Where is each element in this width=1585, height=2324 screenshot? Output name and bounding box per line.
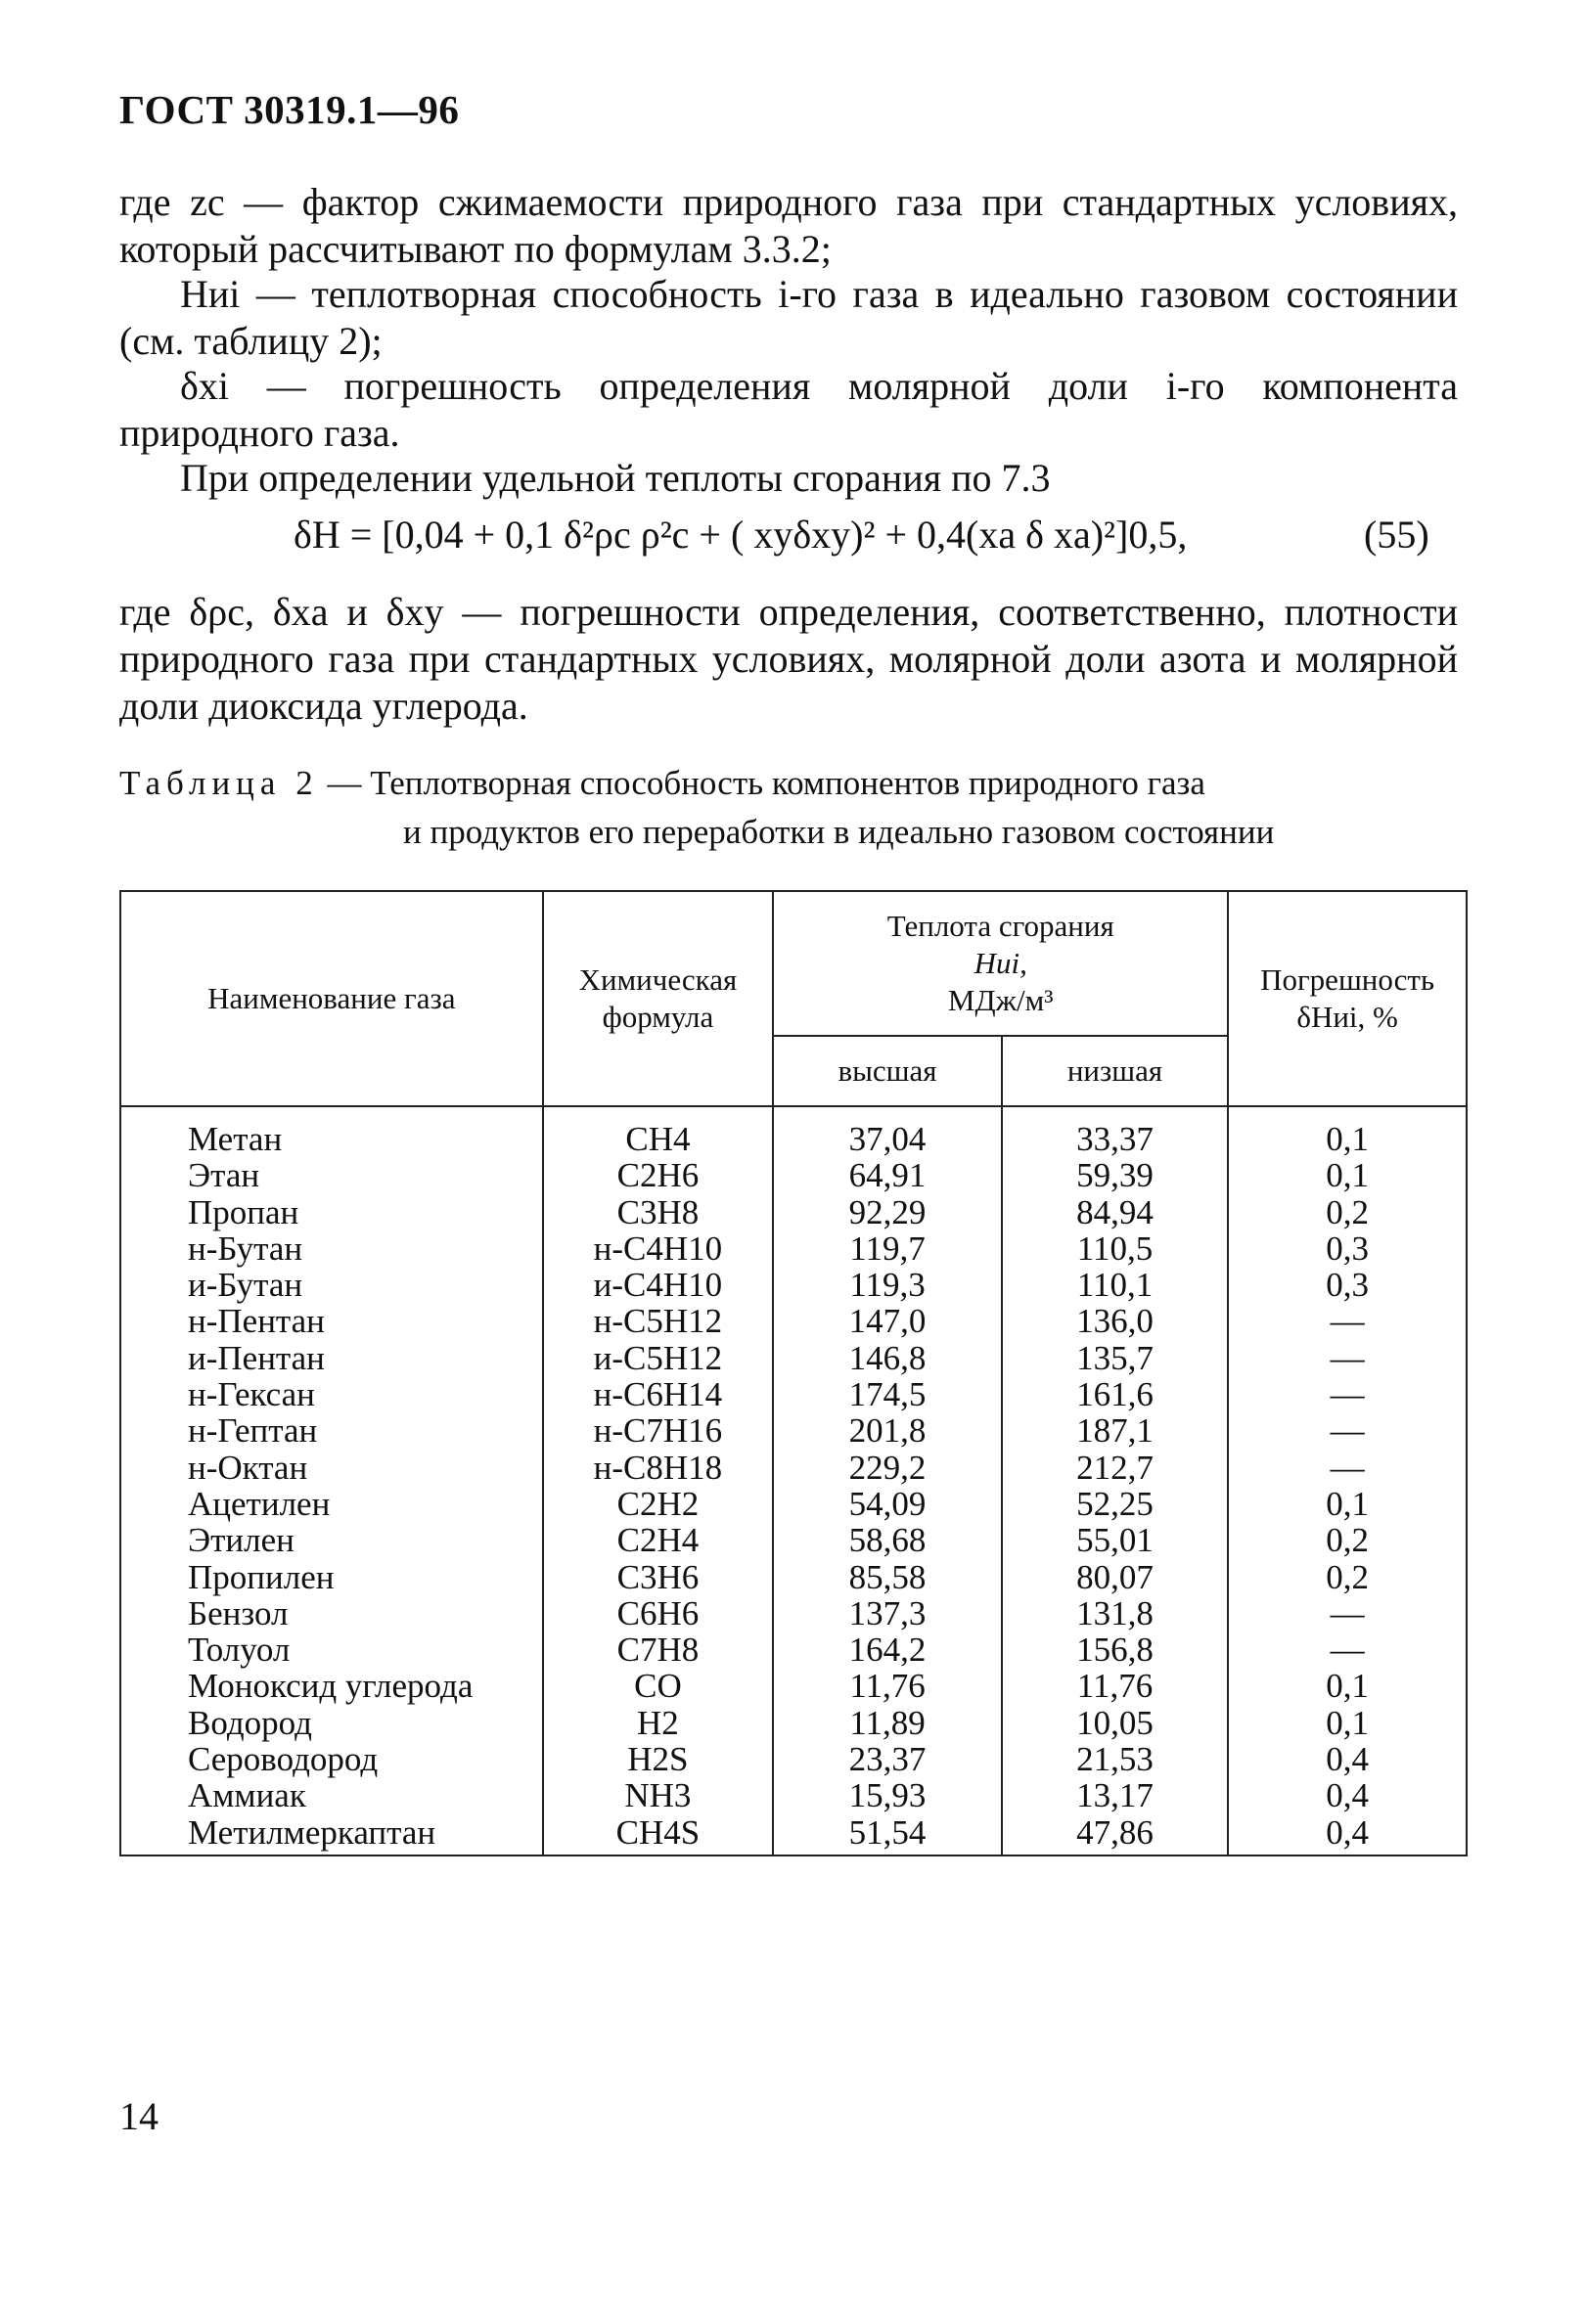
- table-row: [120, 1157, 1467, 1193]
- cell-lower: 187,1: [1002, 1412, 1228, 1449]
- table-caption-line1: — Теплотворная способность компонентов природного газа: [318, 764, 1205, 802]
- cell-gas-name: Бензол: [120, 1595, 543, 1631]
- cell-lower: 59,39: [1002, 1157, 1228, 1193]
- header-heat-symbol: Hиi,: [974, 946, 1027, 980]
- table-caption-label: Таблица 2: [119, 764, 319, 802]
- table-row: [120, 1412, 1467, 1449]
- cell-lower: 212,7: [1002, 1450, 1228, 1486]
- cell-lower: 84,94: [1002, 1194, 1228, 1230]
- cell-higher: 37,04: [773, 1106, 1001, 1157]
- cell-lower: 21,53: [1002, 1741, 1228, 1777]
- page-number: 14: [119, 2094, 158, 2138]
- cell-gas-name: Пропилен: [120, 1559, 543, 1595]
- cell-error: —: [1228, 1450, 1467, 1486]
- cell-higher: 229,2: [773, 1450, 1001, 1486]
- paragraph-zc: где zc — фактор сжимаемости природного газа при стандартных условиях, который рассчитывают по формулам 3.3.2;: [119, 180, 1458, 271]
- header-error-symbol: δHиi, %: [1296, 1000, 1398, 1034]
- cell-gas-name: Толуол: [120, 1631, 543, 1668]
- table-caption: [119, 759, 1470, 857]
- cell-lower: 33,37: [1002, 1106, 1228, 1157]
- cell-error: 0,3: [1228, 1267, 1467, 1303]
- header-name: Наименование газа: [120, 891, 543, 1106]
- cell-gas-name: н-Гексан: [120, 1376, 543, 1412]
- cell-error: 0,3: [1228, 1230, 1467, 1267]
- header-higher: высшая: [773, 1036, 1001, 1106]
- table-caption-line2: и продуктов его переработки в идеально газовом состоянии: [403, 813, 1275, 851]
- cell-formula: CO: [543, 1668, 774, 1704]
- cell-error: 0,1: [1228, 1106, 1467, 1157]
- header-error: [1228, 891, 1467, 1106]
- cell-error: —: [1228, 1595, 1467, 1631]
- table-row: [120, 1668, 1467, 1704]
- paragraph-hui: Hиi — теплотворная способность i-го газа в идеально газовом состоянии (см. таблицу 2);: [119, 272, 1458, 363]
- cell-lower: 161,6: [1002, 1376, 1228, 1412]
- cell-formula: н-C8H18: [543, 1450, 774, 1486]
- cell-lower: 13,17: [1002, 1777, 1228, 1813]
- cell-higher: 201,8: [773, 1412, 1001, 1449]
- formula-number: (55): [1364, 513, 1429, 557]
- cell-lower: 55,01: [1002, 1522, 1228, 1558]
- cell-lower: 47,86: [1002, 1814, 1228, 1855]
- cell-formula: и-C5H12: [543, 1340, 774, 1376]
- cell-error: 0,4: [1228, 1777, 1467, 1813]
- header-heat-title: Теплота сгорания: [886, 909, 1114, 943]
- header-formula: Химическая формула: [543, 891, 774, 1106]
- cell-formula: NH3: [543, 1777, 774, 1813]
- cell-error: 0,2: [1228, 1522, 1467, 1558]
- table-row: [120, 1376, 1467, 1412]
- cell-higher: 51,54: [773, 1814, 1001, 1855]
- header-lower: низшая: [1002, 1036, 1228, 1106]
- cell-error: 0,1: [1228, 1157, 1467, 1193]
- cell-higher: 92,29: [773, 1194, 1001, 1230]
- cell-error: —: [1228, 1376, 1467, 1412]
- table-row: [120, 1777, 1467, 1813]
- table-row: [120, 1486, 1467, 1522]
- cell-lower: 10,05: [1002, 1705, 1228, 1741]
- table-row: [120, 1340, 1467, 1376]
- cell-gas-name: н-Бутан: [120, 1230, 543, 1267]
- cell-gas-name: Аммиак: [120, 1777, 543, 1813]
- cell-error: 0,2: [1228, 1194, 1467, 1230]
- paragraph-intro: При определении удельной теплоты сгорания по 7.3: [180, 456, 1051, 500]
- formula-55: δH = [0,04 + 0,1 δ²ρc ρ²c + ( xyδxy)² + 0,4(xa δ xa)²]0,5,: [294, 513, 1188, 557]
- cell-higher: 54,09: [773, 1486, 1001, 1522]
- cell-higher: 11,89: [773, 1705, 1001, 1741]
- table-row: [120, 1267, 1467, 1303]
- table-row: [120, 1705, 1467, 1741]
- cell-higher: 11,76: [773, 1668, 1001, 1704]
- cell-higher: 64,91: [773, 1157, 1001, 1193]
- cell-lower: 110,1: [1002, 1267, 1228, 1303]
- cell-lower: 110,5: [1002, 1230, 1228, 1267]
- paragraph-dxi: δxi — погрешность определения молярной доли i-го компонента природного газа.: [119, 364, 1458, 455]
- paragraph-errors: где δρc, δxa и δxy — погрешности определения, соответственно, плотности природного газа при стандартных условиях, молярной доли азота и молярной доли диоксида углерода.: [119, 590, 1458, 728]
- cell-higher: 164,2: [773, 1631, 1001, 1668]
- cell-formula: н-C5H12: [543, 1303, 774, 1339]
- cell-higher: 119,7: [773, 1230, 1001, 1267]
- cell-formula: C7H8: [543, 1631, 774, 1668]
- cell-higher: 137,3: [773, 1595, 1001, 1631]
- table-row: [120, 1814, 1467, 1855]
- cell-gas-name: Ацетилен: [120, 1486, 543, 1522]
- cell-gas-name: Метилмеркаптан: [120, 1814, 543, 1855]
- cell-formula: H2: [543, 1705, 774, 1741]
- cell-gas-name: Сероводород: [120, 1741, 543, 1777]
- table-row: [120, 1559, 1467, 1595]
- document-code: ГОСТ 30319.1—96: [119, 87, 460, 132]
- cell-higher: 147,0: [773, 1303, 1001, 1339]
- cell-lower: 131,8: [1002, 1595, 1228, 1631]
- cell-formula: C3H8: [543, 1194, 774, 1230]
- table-row: [120, 1522, 1467, 1558]
- table-row: [120, 1303, 1467, 1339]
- cell-lower: 52,25: [1002, 1486, 1228, 1522]
- cell-formula: C2H2: [543, 1486, 774, 1522]
- cell-formula: C6H6: [543, 1595, 774, 1631]
- header-error-title: Погрешность: [1260, 962, 1435, 997]
- cell-formula: CH4: [543, 1106, 774, 1157]
- table-row: [120, 1194, 1467, 1230]
- cell-error: —: [1228, 1631, 1467, 1668]
- cell-error: 0,1: [1228, 1486, 1467, 1522]
- cell-formula: и-C4H10: [543, 1267, 774, 1303]
- cell-lower: 135,7: [1002, 1340, 1228, 1376]
- cell-gas-name: н-Пентан: [120, 1303, 543, 1339]
- cell-gas-name: Этилен: [120, 1522, 543, 1558]
- cell-lower: 11,76: [1002, 1668, 1228, 1704]
- cell-higher: 85,58: [773, 1559, 1001, 1595]
- table-row: [120, 1230, 1467, 1267]
- cell-error: —: [1228, 1303, 1467, 1339]
- cell-error: 0,1: [1228, 1705, 1467, 1741]
- cell-lower: 156,8: [1002, 1631, 1228, 1668]
- cell-lower: 136,0: [1002, 1303, 1228, 1339]
- cell-formula: CH4S: [543, 1814, 774, 1855]
- cell-higher: 15,93: [773, 1777, 1001, 1813]
- cell-formula: H2S: [543, 1741, 774, 1777]
- cell-formula: C2H6: [543, 1157, 774, 1193]
- cell-gas-name: Этан: [120, 1157, 543, 1193]
- cell-lower: 80,07: [1002, 1559, 1228, 1595]
- header-heat-unit: МДж/м³: [947, 983, 1054, 1017]
- cell-gas-name: Пропан: [120, 1194, 543, 1230]
- cell-higher: 58,68: [773, 1522, 1001, 1558]
- cell-formula: н-C7H16: [543, 1412, 774, 1449]
- cell-error: —: [1228, 1412, 1467, 1449]
- cell-gas-name: Метан: [120, 1106, 543, 1157]
- cell-gas-name: и-Пентан: [120, 1340, 543, 1376]
- cell-formula: C3H6: [543, 1559, 774, 1595]
- cell-gas-name: н-Октан: [120, 1450, 543, 1486]
- table-row: [120, 1631, 1467, 1668]
- cell-higher: 23,37: [773, 1741, 1001, 1777]
- table-row: [120, 1106, 1467, 1157]
- cell-error: 0,4: [1228, 1814, 1467, 1855]
- cell-higher: 174,5: [773, 1376, 1001, 1412]
- header-heat: [773, 891, 1228, 1036]
- table-row: [120, 1741, 1467, 1777]
- cell-gas-name: Моноксид углерода: [120, 1668, 543, 1704]
- cell-error: 0,1: [1228, 1668, 1467, 1704]
- table-row: [120, 1450, 1467, 1486]
- table-row: [120, 1595, 1467, 1631]
- cell-gas-name: н-Гептан: [120, 1412, 543, 1449]
- cell-higher: 146,8: [773, 1340, 1001, 1376]
- cell-formula: н-C4H10: [543, 1230, 774, 1267]
- cell-error: —: [1228, 1340, 1467, 1376]
- cell-higher: 119,3: [773, 1267, 1001, 1303]
- cell-error: 0,4: [1228, 1741, 1467, 1777]
- cell-gas-name: Водород: [120, 1705, 543, 1741]
- heat-value-table: [119, 890, 1468, 1856]
- cell-gas-name: и-Бутан: [120, 1267, 543, 1303]
- cell-formula: C2H4: [543, 1522, 774, 1558]
- cell-formula: н-C6H14: [543, 1376, 774, 1412]
- cell-error: 0,2: [1228, 1559, 1467, 1595]
